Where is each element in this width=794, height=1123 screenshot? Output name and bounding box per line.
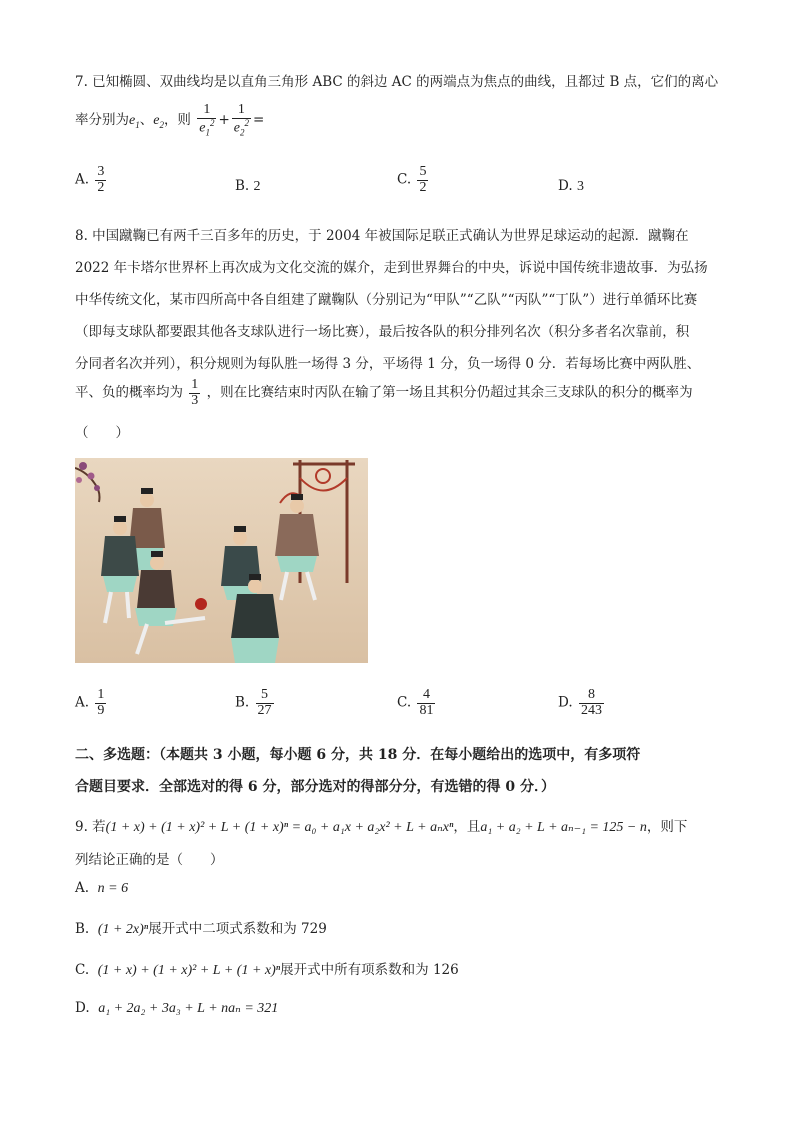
q9-line1: 9. 若(1 + x) + (1 + x)² + L + (1 + x)ⁿ = a₀ + a₁x + a₂x² + L + aₙxⁿ，且a₁ + a₂ + L + aₙ₋₁ = 125 − n，则下 — [75, 819, 688, 835]
q8-option-d-frac: $\frac{8}{243}$ — [580, 687, 602, 718]
q8-option-b: B. $\frac{5}{27}$ — [235, 687, 272, 718]
q7-option-c-frac: $\frac{5}{2}$ — [419, 164, 427, 195]
q7-option-a: A. $\frac{3}{2}$ — [75, 164, 105, 195]
q7-line2: 率分别为$e_1$、$e_2$，则 $\frac{1}{e_1^2}$ + $\frac{1}{e_2^2}$ = — [75, 102, 265, 138]
q7-line1: 7. 已知椭圆、双曲线均是以直角三角形 ABC 的斜边 AC 的两端点为焦点的曲线，且都过 B 点，它们的离心 — [75, 74, 719, 90]
q8-answer-paren: （ ） — [75, 425, 129, 441]
e2-symbol: $e_2$ — [153, 112, 164, 130]
q7-option-a-frac: $\frac{3}{2}$ — [97, 164, 105, 195]
q8-option-a: A. $\frac{1}{9}$ — [75, 687, 105, 718]
q9-option-d: D. a₁ + 2a₂ + 3a₃ + L + naₙ = 321 — [75, 1000, 279, 1016]
e1-symbol: $e_1$ — [129, 112, 140, 130]
section-2-heading-line2: 合题目要求．全部选对的得 6 分，部分选对的得部分分，有选错的得 0 分．） — [75, 779, 555, 795]
q7-equals: = — [252, 111, 265, 128]
q9-equation: (1 + x) + (1 + x)² + L + (1 + x)ⁿ = a₀ + a₁x + a₂x² + L + aₙxⁿ — [105, 820, 454, 835]
q8-option-d: D. $\frac{8}{243}$ — [558, 687, 602, 718]
q8-prob-frac: $\frac{1}{3}$ — [191, 377, 199, 408]
q9-condition: a₁ + a₂ + L + aₙ₋₁ = 125 − n — [480, 820, 647, 835]
q7-option-c: C. $\frac{5}{2}$ — [397, 164, 427, 195]
q8-line6: 平、负的概率均为 $\frac{1}{3}$ ，则在比赛结束时丙队在输了第一场且其积分仍超过其余三支球队的积分的概率为 — [75, 377, 693, 408]
q8-line3: 中华传统文化，某市四所高中各自组建了蹴鞠队（分别记为“甲队”“乙队”“丙队”“丁队”）进行单循环比赛 — [75, 292, 698, 308]
q8-option-c: C. $\frac{4}{81}$ — [397, 687, 434, 718]
q8-option-a-frac: $\frac{1}{9}$ — [97, 687, 105, 718]
q8-option-b-frac: $\frac{5}{27}$ — [257, 687, 272, 718]
frac-1-e1sq: $\frac{1}{e_1^2}$ — [199, 102, 215, 138]
q7-line2-prefix: 率分别为 — [75, 111, 129, 128]
cuju-ball — [195, 598, 207, 610]
q8-option-c-frac: $\frac{4}{81}$ — [419, 687, 434, 718]
q8-line1: 8. 中国蹴鞠已有两千三百多年的历史，于 2004 年被国际足联正式确认为世界足球运动的起源．蹴鞠在 — [75, 228, 689, 244]
q7-option-b: B. 2 — [235, 178, 261, 194]
q8-line5: 分同者名次并列），积分规则为每队胜一场得 3 分，平场得 1 分，负一场得 0 分．若每场比赛中两队胜、 — [75, 356, 701, 372]
section-2-heading-line1: 二、多选题：（本题共 3 小题，每小题 6 分，共 18 分．在每小题给出的选项中，有多项符 — [75, 747, 641, 763]
frac-1-e2sq: $\frac{1}{e_2^2}$ — [233, 102, 249, 138]
q9-option-c: C. (1 + x) + (1 + x)² + L + (1 + x)ⁿ展开式中所有项系数和为 126 — [75, 962, 459, 978]
q7-then: ，则 — [163, 111, 191, 128]
q9-option-b: B. (1 + 2x)ⁿ展开式中二项式系数和为 729 — [75, 921, 327, 937]
q8-line4: （即每支球队都要跟其他各支球队进行一场比赛），最后按各队的积分排列名次（积分多者名次靠前，积 — [75, 324, 690, 340]
cuju-illustration — [75, 458, 368, 663]
q9-line2: 列结论正确的是（ ） — [75, 852, 224, 868]
q9-option-a: A. n = 6 — [75, 880, 129, 896]
q7-sep: 、 — [139, 111, 154, 128]
q7-option-d: D. 3 — [558, 178, 584, 194]
q8-line2: 2022 年卡塔尔世界杯上再次成为文化交流的媒介，走到世界舞台的中央，诉说中国传统非遗故事．为弘扬 — [75, 260, 708, 276]
